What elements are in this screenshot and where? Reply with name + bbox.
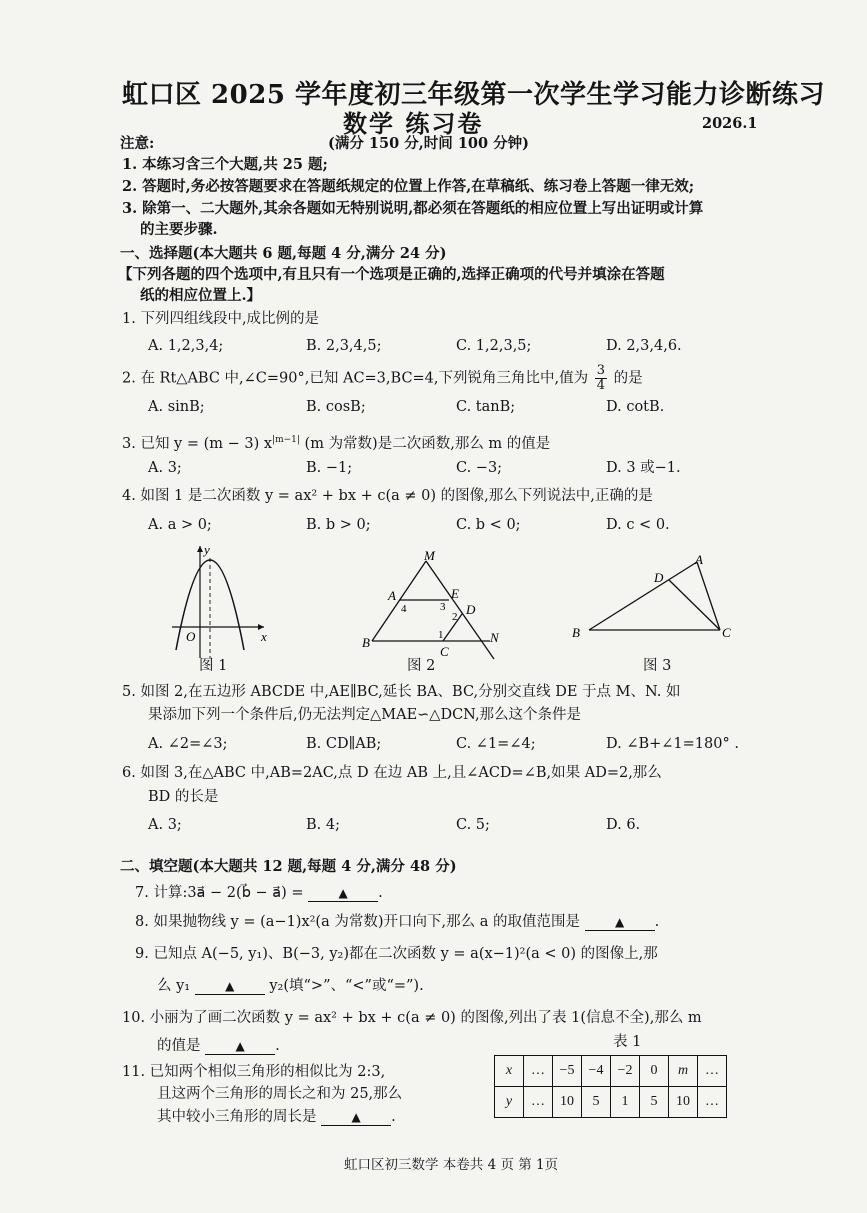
- q2-stem-a: 2. 在 Rt△ABC 中,∠C=90°,已知 AC=3,BC=4,下列锐角三角比中,值为: [122, 370, 589, 387]
- q11-line2: 且这两个三角形的周长之和为 25,那么: [157, 1086, 403, 1102]
- q11-line1: 11. 已知两个相似三角形的相似比为 2:3,: [122, 1064, 386, 1080]
- q2-stem: [122, 364, 643, 393]
- q10-answer-blank: ▲: [205, 1038, 275, 1055]
- q2-option-d: D. cotB.: [606, 399, 665, 415]
- table1-cell: −5: [553, 1056, 582, 1087]
- table1-cell: −4: [582, 1056, 611, 1087]
- q9-answer-blank: ▲: [195, 978, 265, 995]
- q10-line2: [157, 1036, 280, 1056]
- fig1-caption: 图 1: [199, 658, 228, 674]
- fig3-line-ac: [697, 562, 720, 630]
- figure-1-parabola: [166, 540, 276, 675]
- q4-option-c: C. b < 0;: [456, 517, 521, 533]
- fig3-label-a: A: [695, 552, 703, 567]
- fig3-caption: 图 3: [643, 658, 672, 674]
- score-info: (满分 150 分,时间 100 分钟): [328, 135, 529, 152]
- q5-option-d: D. ∠B+∠1=180° .: [606, 736, 739, 752]
- fig2-label-m: M: [424, 548, 435, 563]
- table1-cell: 5: [582, 1087, 611, 1118]
- q3-stem-b: (m 为常数)是二次函数,那么 m 的值是: [304, 435, 551, 452]
- fig2-label-d: D: [466, 602, 476, 617]
- q6-option-c: C. 5;: [456, 817, 490, 833]
- table1-cell: …: [698, 1087, 727, 1118]
- q3-exponent: |m−1|: [272, 435, 300, 445]
- fig3-line-dc: [669, 580, 720, 630]
- fig2-angle-3: 3: [440, 601, 446, 613]
- table1-cell: 0: [640, 1056, 669, 1087]
- q2-frac-num: 3: [596, 363, 606, 378]
- table1-cell: 1: [611, 1087, 640, 1118]
- fig1-x-label: x: [261, 629, 267, 644]
- q4-option-d: D. c < 0.: [606, 517, 670, 533]
- section2-heading: 二、填空题(本大题共 12 题,每题 4 分,满分 48 分): [120, 858, 457, 875]
- q7-end: .: [378, 885, 383, 901]
- q5-option-a: A. ∠2=∠3;: [148, 736, 228, 752]
- fig2-label-b: B: [362, 635, 370, 650]
- q8-end: .: [654, 914, 660, 930]
- fig2-label-e: E: [451, 586, 459, 601]
- q6-option-b: B. 4;: [306, 817, 340, 833]
- figure-3-triangle: [564, 548, 754, 648]
- table1-cell: x: [495, 1056, 524, 1087]
- q6-line2: BD 的长是: [148, 789, 219, 805]
- figure-2-pentagon: [356, 544, 516, 664]
- table1-cell: …: [524, 1087, 553, 1118]
- fig2-angle-1: 1: [438, 629, 444, 641]
- q1-option-c: C. 1,2,3,5;: [456, 338, 532, 354]
- q3-option-d: D. 3 或−1.: [606, 460, 681, 476]
- q5-line2: 果添加下列一个条件后,仍无法判定△MAE∽△DCN,那么这个条件是: [148, 707, 582, 723]
- fig2-angle-2: 2: [452, 611, 458, 623]
- q1-option-a: A. 1,2,3,4;: [148, 338, 224, 354]
- q5-option-c: C. ∠1=∠4;: [456, 736, 536, 752]
- q1-stem: 1. 下列四组线段中,成比例的是: [122, 311, 320, 327]
- q3-stem: [122, 430, 550, 454]
- table1-cell: 5: [640, 1087, 669, 1118]
- page-subtitle: 数学 练习卷: [343, 109, 484, 138]
- table-1: [494, 1055, 727, 1118]
- q8-text: 8. 如果抛物线 y = (a−1)x²(a 为常数)开口向下,那么 a 的取值范围是: [135, 914, 580, 930]
- q5-option-b: B. CD∥AB;: [306, 736, 382, 752]
- fig2-line-bm: [372, 561, 426, 641]
- q4-option-b: B. b > 0;: [306, 517, 371, 533]
- page-title: 虹口区 2025 学年度初三年级第一次学生学习能力诊断练习: [122, 80, 825, 110]
- note-1: 1. 本练习含三个大题,共 25 题;: [122, 156, 328, 173]
- fig2-angle-4: 4: [401, 603, 407, 615]
- page-footer: 虹口区初三数学 本卷共 4 页 第 1页: [344, 1157, 559, 1173]
- table1-row-y: [495, 1087, 727, 1118]
- q11-text: 其中较小三角形的周长是: [157, 1109, 317, 1125]
- q3-option-c: C. −3;: [456, 460, 503, 476]
- q2-option-b: B. cosB;: [306, 399, 366, 415]
- note-3: 3. 除第一、二大题外,其余各题如无特别说明,都必须在答题纸的相应位置上写出证明或计算: [122, 200, 704, 217]
- fig2-caption: 图 2: [407, 658, 436, 674]
- exam-date: 2026.1: [702, 115, 758, 132]
- fig3-label-d: D: [654, 570, 664, 585]
- fig1-origin-label: O: [186, 629, 196, 644]
- q1-option-d: D. 2,3,4,6.: [606, 338, 682, 354]
- table1-row-x: [495, 1056, 727, 1087]
- section1-instruction-cont: 纸的相应位置上.】: [140, 287, 262, 304]
- table1-cell: …: [524, 1056, 553, 1087]
- table1-cell: 10: [553, 1087, 582, 1118]
- q10-text: 的值是: [157, 1038, 201, 1054]
- q2-fraction: [595, 364, 607, 393]
- fig2-label-n: N: [490, 630, 499, 645]
- q6-line1: 6. 如图 3,在△ABC 中,AB=2AC,点 D 在边 AB 上,且∠ACD=∠B,如果 AD=2,那么: [122, 765, 662, 781]
- fig3-line-ba: [589, 562, 697, 630]
- q2-option-a: A. sinB;: [148, 399, 205, 415]
- q7-answer-blank: ▲: [308, 885, 378, 902]
- q3-stem-a: 3. 已知 y = (m − 3) x: [122, 435, 273, 452]
- q4-option-a: A. a > 0;: [148, 517, 212, 533]
- note-label: 注意:: [120, 135, 155, 152]
- q11-line3: [157, 1107, 396, 1127]
- q8-answer-blank: ▲: [585, 914, 655, 931]
- q11-end: .: [391, 1109, 396, 1125]
- table1-cell: m: [669, 1056, 698, 1087]
- fig2-label-c: C: [440, 644, 449, 659]
- table1-caption: 表 1: [613, 1034, 642, 1050]
- section1-heading: 一、选择题(本大题共 6 题,每题 4 分,满分 24 分): [120, 245, 447, 262]
- q9-line2-b: y₂(填“>”、“<”或“=”).: [269, 978, 424, 994]
- q6-option-d: D. 6.: [606, 817, 641, 833]
- q2-frac-den: 4: [596, 378, 606, 393]
- note-3-cont: 的主要步骤.: [140, 221, 218, 238]
- table1-cell: 10: [669, 1087, 698, 1118]
- section1-instruction: 【下列各题的四个选项中,有且只有一个选项是正确的,选择正确项的代号并填涂在答题: [118, 266, 665, 283]
- fig3-label-b: B: [572, 625, 580, 640]
- fig3-label-c: C: [722, 625, 731, 640]
- q9-line2-a: 么 y₁: [157, 978, 191, 994]
- q11-answer-blank: ▲: [321, 1109, 391, 1126]
- q7-text: 7. 计算:3a⃗ − 2(b⃗ − a⃗) =: [135, 885, 304, 901]
- q2-option-c: C. tanB;: [456, 399, 516, 415]
- note-2: 2. 答题时,务必按答题要求在答题纸规定的位置上作答,在草稿纸、练习卷上答题一律无效;: [122, 178, 695, 195]
- q7: [135, 883, 383, 903]
- fig2-line-mn: [426, 561, 494, 659]
- q10-line1: 10. 小丽为了画二次函数 y = ax² + bx + c(a ≠ 0) 的图像,列出了表 1(信息不全),那么 m: [122, 1010, 702, 1026]
- q8: [135, 912, 659, 932]
- table1-cell: −2: [611, 1056, 640, 1087]
- q3-option-a: A. 3;: [148, 460, 182, 476]
- q6-option-a: A. 3;: [148, 817, 182, 833]
- fig1-y-arrow: [197, 546, 203, 552]
- fig1-y-label: y: [204, 542, 210, 557]
- q9-line2: [157, 976, 424, 996]
- fig2-label-a: A: [388, 588, 396, 603]
- q9-line1: 9. 已知点 A(−5, y₁)、B(−3, y₂)都在二次函数 y = a(x−1)²(a < 0) 的图像上,那: [135, 946, 658, 962]
- q10-end: .: [275, 1038, 280, 1054]
- q3-option-b: B. −1;: [306, 460, 353, 476]
- table1-cell: …: [698, 1056, 727, 1087]
- table1-cell: y: [495, 1087, 524, 1118]
- q1-option-b: B. 2,3,4,5;: [306, 338, 382, 354]
- q5-line1: 5. 如图 2,在五边形 ABCDE 中,AE∥BC,延长 BA、BC,分别交直线 DE 于点 M、N. 如: [122, 684, 681, 700]
- q4-stem: 4. 如图 1 是二次函数 y = ax² + bx + c(a ≠ 0) 的图像,那么下列说法中,正确的是: [122, 488, 653, 504]
- q2-stem-b: 的是: [613, 370, 643, 387]
